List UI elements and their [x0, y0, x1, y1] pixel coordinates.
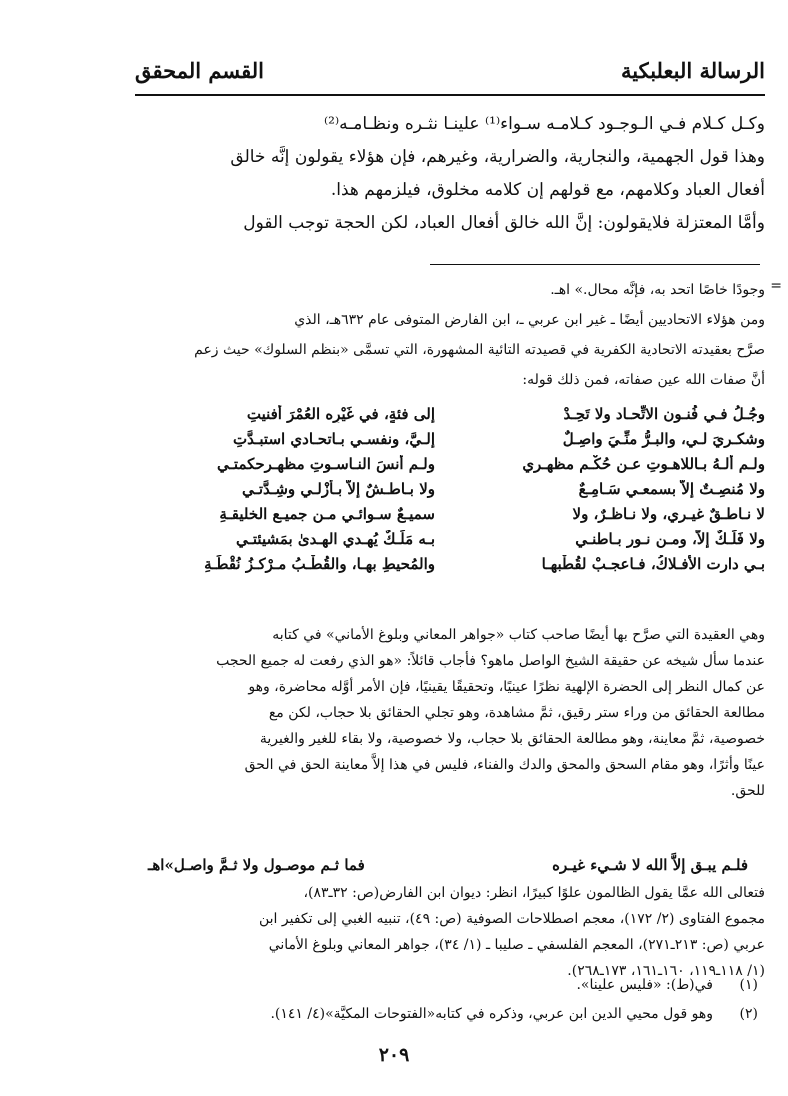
footnote-number: (٢) [739, 1006, 758, 1022]
poem-verse [135, 405, 765, 430]
main-line: وكـل كـلام فـي الـوجـود كـلامـه سـواء⁽¹⁾ علينـا نثـره ونظـامـه⁽²⁾ [323, 114, 765, 134]
footnote-separator [430, 264, 760, 265]
header-rule [135, 94, 765, 96]
verse-first-half: فلـم يبـق إلاَّ الله لا شـيء غيـره [552, 856, 748, 874]
verse-first-half: بـي دارت الأفـلاكُ، فـاعجـبْ لقُطْبهـا [541, 555, 765, 573]
verse-second-half: فما ثـم موصـول ولا ثـمَّ واصـل»اهـ [148, 856, 365, 874]
reference-line: عربي (ص: ٢١٣ـ٢٧١)، المعجم الفلسفي ـ صليبا ـ (١/ ٣٤)، جواهر المعاني وبلوغ الأماني [268, 937, 765, 953]
verse-second-half: ولـم أنسَ النـاسـوتِ مظهـرحكمتـي [217, 455, 435, 473]
reference-line: مجموع الفتاوى (٢/ ١٧٢)، معجم اصطلاحات الصوفية (ص: ٤٩)، تنبيه الغبي إلى تكفير ابن [259, 911, 765, 927]
note-line: صرَّح بعقيدته الاتحادية الكفرية في قصيدته التائية المشهورة، التي تسمَّى «بنظم السلوك» حيث زعم [194, 342, 765, 358]
verse-second-half: بـه مَلَـكٌ يُهـدي الهـدىٰ بمَشيئتـي [236, 530, 435, 548]
poem [135, 405, 765, 580]
verse-first-half: وجُـلُ فـي فُنـون الاتِّحـاد ولا تَحِـدْ [563, 405, 765, 423]
reference-line: فتعالى الله عمَّا يقول الظالمون علوًا كبيرًا، انظر: ديوان ابن الفارض(ص: ٣٢ـ٨٣)، [303, 885, 765, 901]
note-line: وجودًا خاصًا اتحد به، فإنَّه محال.» اهـ. [550, 282, 765, 298]
verse-second-half: إلى فئةٍ، في غَيْرِه العُمْرَ أفنيتِ [246, 405, 435, 423]
verse-first-half: ولـم ألـهُ بـاللاهـوتِ عـن حُكْـم مظهـري [522, 455, 765, 473]
after-line: عن كمال النظر إلى الحضرة الإلهية نظرًا عينيًا، وتحقيقًا يقينيًا، فإن الأمر أوَّله محاضرة، وهو [248, 679, 765, 695]
verse-second-half: والمُحيطِ بهـا، والقُطْـبُ مـرْكـزُ نُقْطَـةِ [204, 555, 435, 573]
main-text [135, 108, 765, 240]
after-line: وهي العقيدة التي صرَّح بها أيضًا صاحب كتاب «جواهر المعاني وبلوغ الأماني» في كتابه [272, 627, 765, 643]
footnote-text: في(ط): «فليس علينا». [576, 977, 713, 993]
page-number: ٢٠٩ [378, 1044, 410, 1066]
book-title: الرسالة البعلبكية [621, 58, 765, 83]
after-line: عينًا وأثرًا، وهو مقام السحق والمحق والدك والفناء، فليس في هذا إلاَّ معاينة الحق في الحق [244, 757, 765, 773]
after-poem-text [135, 622, 765, 804]
page-header [135, 58, 765, 94]
verse-second-half: ولا بـاطـشٌ إلاَّ بـأزْلـي وشِـدَّتـي [241, 480, 435, 498]
poem-verse [135, 430, 765, 455]
verse-first-half: ولا فَلَـكٌ إلاَّ، ومـن نـور بـاطنـي [575, 530, 765, 548]
after-line: للحق. [730, 783, 765, 799]
verse-second-half: سميـعٌ سـوائـي مـن جميـع الخليقـةِ [219, 505, 435, 523]
footnote-text: وهو قول محيي الدين ابن عربي، وذكره في كتابه«الفتوحات المكيَّة»(٤/ ١٤١). [270, 1006, 713, 1022]
continuation-marker: = [770, 278, 782, 294]
footnote-number: (١) [739, 977, 758, 993]
after-line: خصوصية، ثمَّ معاينة، وهو مطالعة الحقائق بلا حجاب، ولا خصوصية، ولا بقاء للغير والغيرية [259, 731, 765, 747]
verse-second-half: إلـيَّ، ونفسـي بـاتحـادي استبـدَّتِ [233, 430, 435, 448]
main-line: وهذا قول الجهمية، والنجارية، والضرارية، وغيرهم، فإن هؤلاء يقولون إنَّه خالق [230, 147, 765, 167]
section-title: القسم المحقق [135, 58, 264, 83]
after-line: عندما سأل شيخه عن حقيقة الشيخ الواصل ماهو؟ فأجاب قائلاً: «هو الذي رفعت له جميع الحجب [216, 653, 765, 669]
reference-line: (١/ ١١٨ـ١١٩، ١٦٠ـ١٦١، ١٧٣ـ٢٦٨). [567, 963, 765, 979]
verse-first-half: لا نـاطـقٌ غيـري، ولا نـاظـرٌ، ولا [572, 505, 765, 523]
poem-verse [135, 455, 765, 480]
notes-text [135, 275, 765, 395]
references [135, 880, 765, 984]
poem-verse [135, 505, 765, 530]
after-line: مطالعة الحقائق من وراء ستر رقيق، ثمَّ مشاهدة، وهو تجلي الحقائق بلا حجاب، لكن مع [268, 705, 765, 721]
poem-verse [135, 480, 765, 505]
verse-first-half: ولا مُنصِـتٌ إلاَّ بسمعـي سَـامِـعٌ [578, 480, 765, 498]
verse-first-half: وشكـريَ لـي، والبـرُّ منِّـيَ واصِـلٌ [562, 430, 765, 448]
note-line: ومن هؤلاء الاتحاديين أيضًا ـ غير ابن عربي ـ، ابن الفارض المتوفى عام ٦٣٢هـ، الذي [294, 312, 765, 328]
main-line: وأمَّا المعتزلة فلايقولون: إنَّ الله خالق أفعال العباد، لكن الحجة توجب القول [243, 213, 765, 233]
poem-verse [135, 530, 765, 555]
poem-verse [135, 555, 765, 580]
note-line: أنَّ صفات الله عين صفاته، فمن ذلك قوله: [522, 372, 765, 388]
main-line: أفعال العباد وكلامهم، مع قولهم إن كلامه مخلوق، فيلزمهم هذا. [330, 180, 765, 200]
